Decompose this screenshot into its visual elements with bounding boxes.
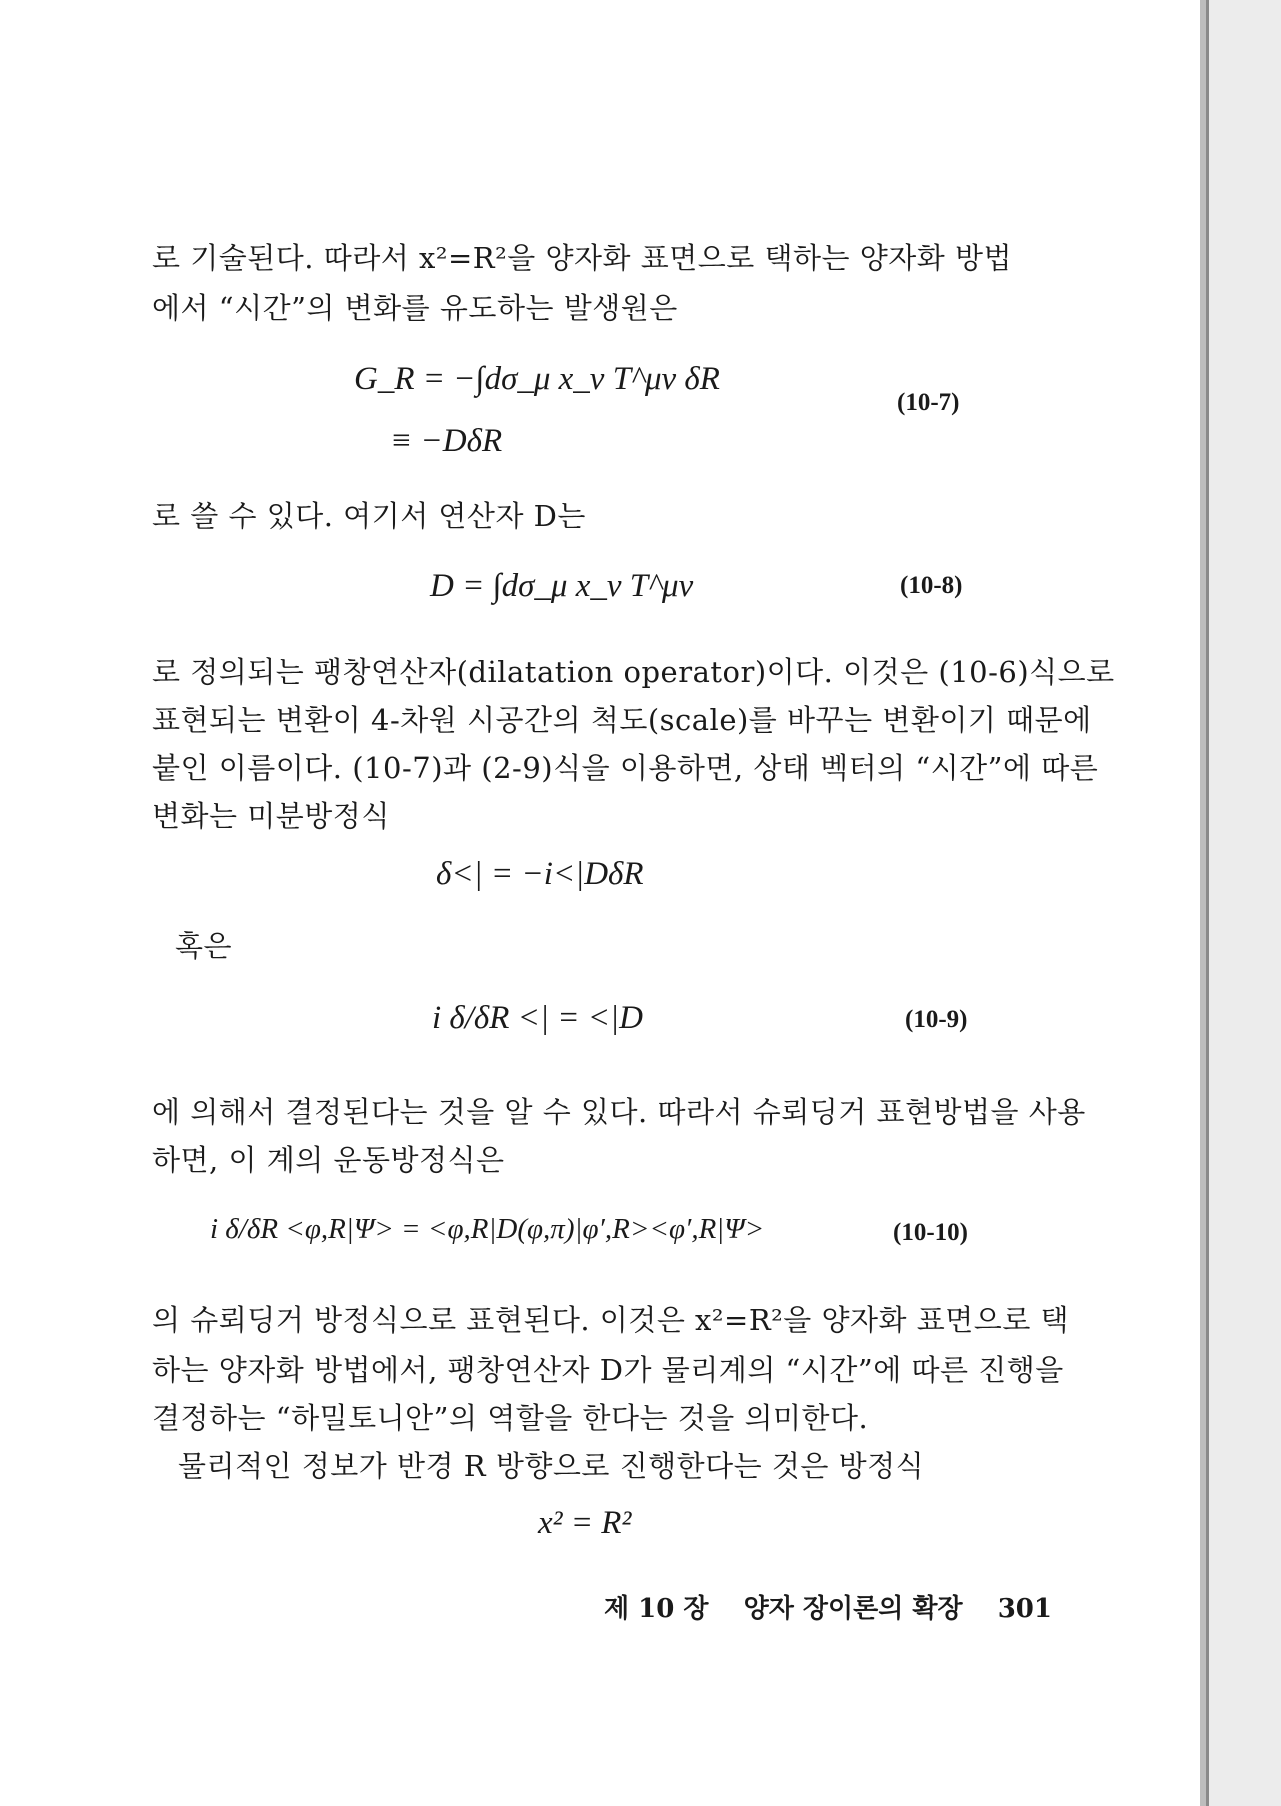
text-line: 의 슈뢰딩거 방정식으로 표현된다. 이것은 x²=R²을 양자화 표면으로 택 (152, 1303, 1070, 1337)
page-footer (604, 1588, 1078, 1625)
text-line: 에서 “시간”의 변화를 유도하는 발생원은 (152, 291, 678, 325)
equation-unnumbered: δ<| = −i<|DδR (436, 856, 644, 892)
equation-number: (10-10) (893, 1219, 968, 1246)
text-line: 표현되는 변환이 4-차원 시공간의 척도(scale)를 바꾸는 변환이기 때문에 (152, 703, 1092, 737)
page-number: 301 (997, 1594, 1052, 1624)
equation-number: (10-8) (900, 572, 963, 599)
chapter-label: 제 10 장 (604, 1594, 709, 1624)
text-line: 하는 양자화 방법에서, 팽창연산자 D가 물리계의 “시간”에 따른 진행을 (152, 1353, 1064, 1387)
text-line: 로 쓸 수 있다. 여기서 연산자 D는 (152, 499, 586, 533)
equation-10-9: i δ/δR <| = <|D (432, 1000, 643, 1036)
equation-number: (10-7) (897, 389, 960, 416)
text-line: 물리적인 정보가 반경 R 방향으로 진행한다는 것은 방정식 (178, 1449, 925, 1483)
equation-10-7-line1: G_R = −∫dσ_μ x_ν T^μν δR (354, 361, 720, 397)
equation-10-8: D = ∫dσ_μ x_ν T^μν (430, 568, 694, 604)
text-line: 로 기술된다. 따라서 x²=R²을 양자화 표면으로 택하는 양자화 방법 (152, 241, 1013, 275)
equation-last: x² = R² (538, 1505, 632, 1541)
text-line: 하면, 이 계의 운동방정식은 (152, 1143, 505, 1177)
text-line: 에 의해서 결정된다는 것을 알 수 있다. 따라서 슈뢰딩거 표현방법을 사용 (152, 1095, 1086, 1129)
equation-10-10: i δ/δR <φ,R|Ψ> = <φ,R|D(φ,π)|φ′,R><φ′,R|Ψ> (210, 1213, 765, 1245)
text-line: 로 정의되는 팽창연산자(dilatation operator)이다. 이것은 (10-6)식으로 (152, 655, 1115, 689)
text-line: 붙인 이름이다. (10-7)과 (2-9)식을 이용하면, 상태 벡터의 “시간”에 따른 (152, 751, 1099, 785)
equation-number: (10-9) (905, 1006, 968, 1033)
chapter-title: 양자 장이론의 확장 (743, 1594, 963, 1624)
equation-10-7-line2: ≡ −DδR (390, 423, 503, 459)
text-line: 결정하는 “하밀토니안”의 역할을 한다는 것을 의미한다. (152, 1401, 869, 1435)
page-edge-shadow (1206, 0, 1209, 1806)
text-line: 변화는 미분방정식 (152, 799, 390, 833)
text-line: 혹은 (175, 929, 233, 963)
